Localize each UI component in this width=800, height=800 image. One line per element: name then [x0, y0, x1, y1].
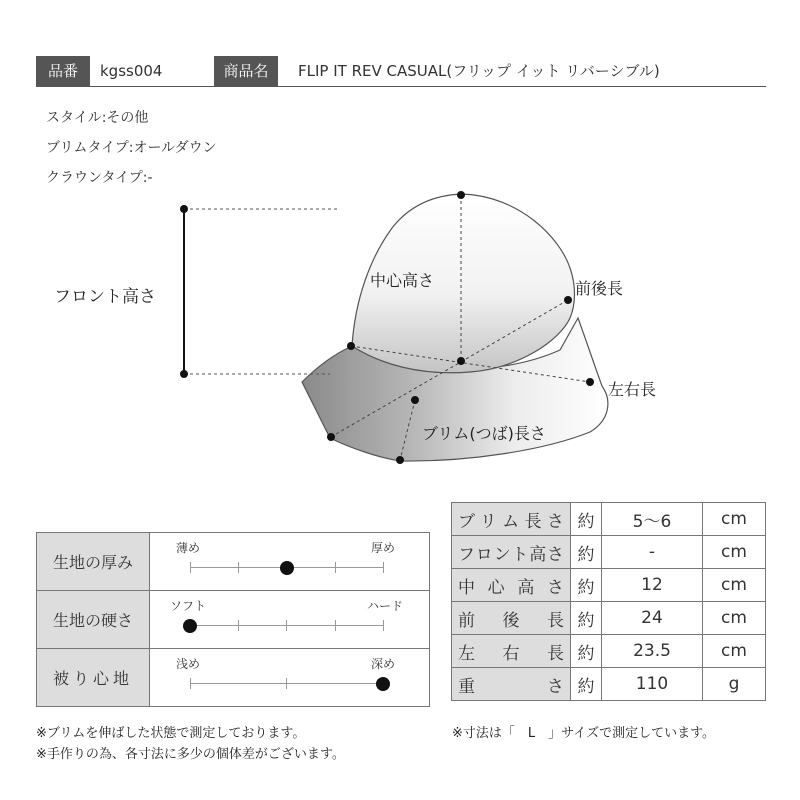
rating-label-hardness: 生地の硬さ [37, 591, 150, 649]
rating-right-fit: 深め [370, 657, 395, 671]
measure-label [452, 503, 571, 536]
measure-label-text: ブリム長さ [458, 511, 564, 532]
measure-value: 23.5 [602, 635, 703, 668]
rating-tick [383, 562, 384, 573]
rating-left-hardness: ソフト [170, 599, 207, 613]
rating-tick [286, 678, 287, 689]
measure-approx: 約 [571, 668, 602, 701]
measure-label-text: 前後長 [458, 610, 564, 631]
rating-row-fit [37, 649, 430, 707]
measure-value: 24 [602, 602, 703, 635]
measure-label-text: 重さ [458, 676, 564, 697]
measure-label [452, 569, 571, 602]
rating-marker-hardness [183, 619, 197, 633]
spec-brim-type: ブリムタイプ:オールダウン [46, 140, 217, 156]
measure-value: 12 [602, 569, 703, 602]
left-right-label: 左右長 [608, 380, 657, 399]
rating-right-hardness: ハード [366, 599, 403, 613]
front-back-label: 前後長 [575, 279, 624, 298]
rating-label-thickness: 生地の厚み [37, 533, 150, 591]
measure-row [452, 668, 766, 701]
measure-value: 5～6 [602, 503, 703, 536]
note-size: ※寸法は「 L 」サイズで測定しています。 [452, 726, 716, 741]
rating-tick [335, 562, 336, 573]
rating-right-thickness: 厚め [370, 541, 395, 555]
rating-left-fit: 浅め [176, 657, 201, 671]
rating-row-thickness [37, 533, 430, 591]
measurements-table [451, 502, 766, 701]
note-brim-measure: ※ブリムを伸ばした状態で測定しております。 [36, 726, 306, 741]
crown-top-dot [457, 191, 465, 199]
measure-unit: cm [703, 635, 766, 668]
rating-tick [335, 620, 336, 631]
rating-scale-fit [150, 649, 430, 707]
measure-label [452, 668, 571, 701]
product-code-value: kgss004 [100, 62, 163, 80]
measure-label-text: 中心高さ [458, 577, 564, 598]
brim-inner-dot [411, 396, 419, 404]
measure-row [452, 635, 766, 668]
brim-right-dot [586, 378, 594, 386]
brim-length-label: ブリム(つば)長さ [422, 424, 546, 443]
measure-row [452, 536, 766, 569]
measure-approx: 約 [571, 536, 602, 569]
measure-row [452, 602, 766, 635]
note-handmade: ※手作りの為、各寸法に多少の個体差がございます。 [36, 747, 345, 762]
measure-value: 110 [602, 668, 703, 701]
crown-center-dot [457, 357, 465, 365]
measure-label [452, 635, 571, 668]
fabric-rating-table [36, 532, 430, 707]
rating-tick [190, 678, 191, 689]
front-height-top-dot [180, 205, 188, 213]
measure-row [452, 503, 766, 536]
measure-label [452, 602, 571, 635]
spec-crown-type: クラウンタイプ:- [46, 170, 153, 186]
measure-value: - [602, 536, 703, 569]
measure-approx: 約 [571, 635, 602, 668]
front-height-bottom-dot [180, 370, 188, 378]
brim-edge-dot [396, 456, 404, 464]
crown-front-left-dot [347, 342, 355, 350]
rating-scale-thickness [150, 533, 430, 591]
rating-left-thickness: 薄め [176, 541, 201, 555]
measure-approx: 約 [571, 503, 602, 536]
rating-tick [238, 562, 239, 573]
measure-approx: 約 [571, 569, 602, 602]
rating-tick [286, 620, 287, 631]
measure-unit: g [703, 668, 766, 701]
rating-scale-hardness [150, 591, 430, 649]
brim-front-dot [327, 433, 335, 441]
rating-marker-thickness [280, 561, 294, 575]
product-name-value: FLIP IT REV CASUAL(フリップ イット リバーシブル) [298, 62, 660, 80]
measure-approx: 約 [571, 602, 602, 635]
rating-tick [238, 620, 239, 631]
rating-row-hardness [37, 591, 430, 649]
measure-unit: cm [703, 569, 766, 602]
rating-tick [190, 562, 191, 573]
measure-unit: cm [703, 602, 766, 635]
measure-unit: cm [703, 536, 766, 569]
center-height-label: 中心高さ [370, 271, 435, 290]
rating-label-fit: 被り心地 [37, 649, 150, 707]
measure-unit: cm [703, 503, 766, 536]
measure-label-text: フロント高さ [458, 544, 564, 565]
rating-marker-fit [376, 677, 390, 691]
measure-label [452, 536, 571, 569]
measure-row [452, 569, 766, 602]
product-name-tag: 商品名 [214, 56, 278, 86]
measure-label-text: 左右長 [458, 643, 564, 664]
front-height-label: フロント高さ [54, 287, 156, 307]
spec-style: スタイル:その他 [46, 110, 149, 126]
product-code-tag: 品番 [36, 56, 90, 86]
rating-tick [383, 620, 384, 631]
crown-back-dot [564, 296, 572, 304]
